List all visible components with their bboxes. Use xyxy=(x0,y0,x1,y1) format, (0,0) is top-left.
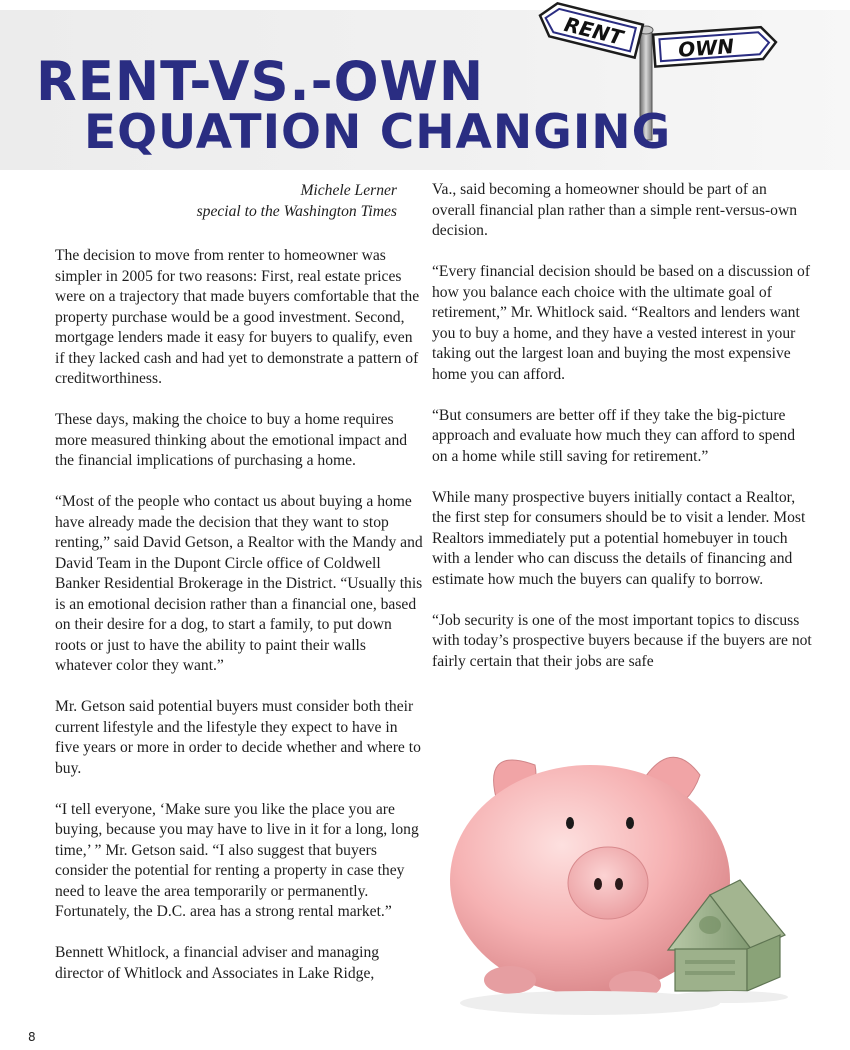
paragraph: “I tell everyone, ‘Make sure you like the place you are buying, because you may have to live in it for a long, long time,’ ” Mr. Getson said. “I also suggest that buyers consider the potential for renting a property in case they need to leave the area temporarily or permanently. Fortunately, the D.C. area has a strong rental market.” xyxy=(55,800,419,920)
paragraph: “Job security is one of the most important topics to discuss with today’s prospective buyers because if the buyers are not fairly certain that their jobs are safe xyxy=(432,611,812,670)
headline-line-2: EQUATION CHANGING xyxy=(84,105,672,160)
paragraph: “Most of the people who contact us about buying a home have already made the decision that they want to stop renting,” said David Getson, a Realtor with the Mandy and David Team in the Dupont Circle office of Coldwell Banker Residential Brokerage in the District. “Usually this is an emotional decision rather than a financial one, based on their desire for a dog, to start a family, to put down roots or just to have the ability to paint their walls whatever color they want.” xyxy=(55,493,423,674)
page-number: 8 xyxy=(28,1030,36,1044)
article-left-column xyxy=(55,180,425,1005)
paragraph: These days, making the choice to buy a home requires more measured thinking about the emotional impact and the financial implications of purchasing a home. xyxy=(55,411,408,469)
paragraph: While many prospective buyers initially contact a Realtor, the first step for consumers should be to visit a lender. Most Realtors immediately put a potential homebuyer in touch with a lender who can discuss the details of financing and estimate how much the buyers can qualify to borrow. xyxy=(432,488,806,588)
paragraph: The decision to move from renter to homeowner was simpler in 2005 for two reasons: First, real estate prices were on a trajectory that made buyers comfortable that the property purchase would be a good investment. Second, mortgage lenders made it easy for buyers to qualify, even if they lacked cash and had yet to demonstrate a pattern of creditworthiness. xyxy=(55,247,420,387)
article-right-column xyxy=(432,180,812,693)
paragraph: Va., said becoming a homeowner should be part of an overall financial plan rather than a simple rent-versus-own decision. xyxy=(432,181,798,239)
paragraph: “Every financial decision should be based on a discussion of how you balance each choice with the ultimate goal of retirement,” Mr. Whitlock said. “Realtors and lenders want you to buy a home, and they have a vested interest in your taking out the largest loan and buying the most expensive home you can afford. xyxy=(432,263,811,383)
headline-line-1: RENT-VS.-OWN xyxy=(36,50,485,113)
paragraph: Mr. Getson said potential buyers must consider both their current lifestyle and the lifestyle they expect to have in five years or more in order to decide whether and where to buy. xyxy=(55,698,421,777)
byline-affiliation: special to the Washington Times xyxy=(196,203,397,220)
sign-rent-label: RENT xyxy=(561,12,626,50)
piggy-bank-money-house-illustration xyxy=(440,735,820,1035)
sign-own-label: OWN xyxy=(677,34,735,62)
byline xyxy=(55,180,425,222)
paragraph: Bennett Whitlock, a financial adviser and managing director of Whitlock and Associates in Lake Ridge, xyxy=(55,944,380,982)
paragraph: “But consumers are better off if they take the big-picture approach and evaluate how much they can afford to spend on a home while still saving for retirement.” xyxy=(432,406,795,465)
byline-author: Michele Lerner xyxy=(300,182,397,199)
